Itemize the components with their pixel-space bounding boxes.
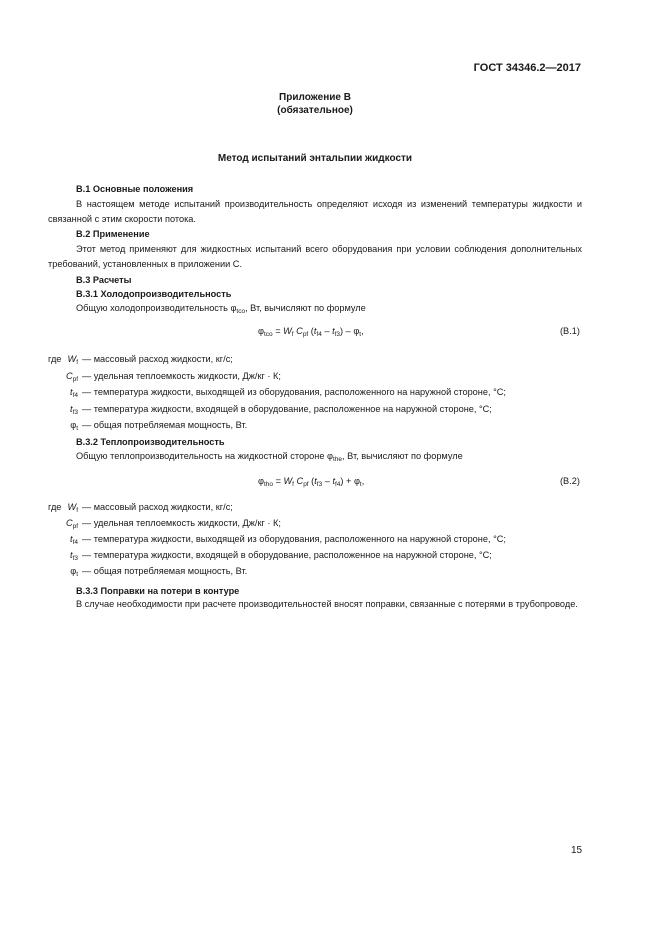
definition-symbol: $t_{f4}$ [70, 387, 78, 399]
section-b33-text: В случае необходимости при расчете производительностей вносят поправки, связанные с потерями в трубопроводе. [76, 599, 578, 609]
formula-b1: $\varphi_{tco} = W_f$ $C_{pf}$ $(t_{f4} - t_{f3}) - \varphi_t$, [258, 326, 364, 338]
definition-symbol: $t_{f3}$ [70, 550, 78, 562]
definition-symbol: $\varphi_t$ [70, 420, 78, 432]
page-number: 15 [571, 845, 583, 856]
definition-text: — удельная теплоемкость жидкости, Дж/кг · К; [82, 518, 281, 528]
definition-symbol: $\varphi_t$ [70, 566, 78, 578]
definition-text: — температура жидкости, выходящей из оборудования, расположенного на наружной стороне, °С; [82, 387, 506, 397]
section-b32-intro: Общую теплопроизводительность на жидкостной стороне $\varphi_{the}$, Вт, вычисляют по формуле [76, 451, 463, 463]
standard-header: ГОСТ 34346.2—2017 [473, 62, 581, 74]
definition-text: — общая потребляемая мощность, Вт. [82, 420, 248, 430]
definition-text: — общая потребляемая мощность, Вт. [82, 566, 248, 576]
where-label-b1: где [48, 354, 62, 364]
definition-symbol: $t_{f3}$ [70, 403, 78, 416]
definition-text: — массовый расход жидкости, кг/с; [82, 502, 233, 512]
formula-b1-number: (В.1) [560, 326, 580, 336]
definition-text: — температура жидкости, входящей в оборудование, расположенное на наружной стороне, °С; [82, 403, 492, 414]
definition-text: — массовый расход жидкости, кг/с; [82, 354, 233, 364]
section-b32-heading: В.3.2 Теплопроизводительность [76, 437, 225, 447]
annex-title: Приложение В [279, 92, 351, 103]
definition-text: — удельная теплоемкость жидкости, Дж/кг · К; [82, 370, 281, 381]
definition-text: — температура жидкости, выходящей из оборудования, расположенного на наружной стороне, °С; [82, 534, 506, 544]
definition-text: — температура жидкости, входящей в оборудование, расположенное на наружной стороне, °С; [82, 550, 492, 560]
formula-b2-number: (В.2) [560, 476, 580, 486]
section-b2-heading: В.2 Применение [76, 229, 150, 239]
section-b33-heading: В.3.3 Поправки на потери в контуре [76, 586, 240, 596]
section-b1-text: В настоящем методе испытаний производительность определяют исходя из изменений температуры жидкости и связанной с этим скорости потока. [48, 199, 582, 224]
definition-symbol: $t_{f4}$ [70, 534, 78, 546]
section-b31-heading: В.3.1 Холодопроизводительность [76, 289, 232, 299]
section-b1-heading: В.1 Основные положения [76, 184, 194, 194]
document-title: Метод испытаний энтальпии жидкости [217, 153, 413, 164]
section-b3-heading: В.3 Расчеты [76, 275, 132, 285]
section-b31-intro: Общую холодопроизводительность $\varphi_{tco}$, Вт, вычисляют по формуле [76, 303, 366, 315]
definition-symbol: $C_{pf}$ [65, 518, 78, 530]
where-label-b2: где [48, 502, 62, 512]
annex-subtitle: (обязательное) [277, 105, 353, 116]
section-b2-text: Этот метод применяют для жидкостных испытаний всего оборудования при условии соблюдения дополнительных требований, установленных в приложении С. [48, 244, 582, 269]
definition-symbol: $W_f$ [67, 502, 78, 514]
definition-symbol: $C_{pf}$ [65, 370, 78, 383]
formula-b2: $\varphi_{tho} = W_f$ $C_{pf}$ $(t_{f3} - t_{f4}) + \varphi_t$, [258, 476, 365, 488]
definition-symbol: $W_f$ [67, 354, 78, 366]
